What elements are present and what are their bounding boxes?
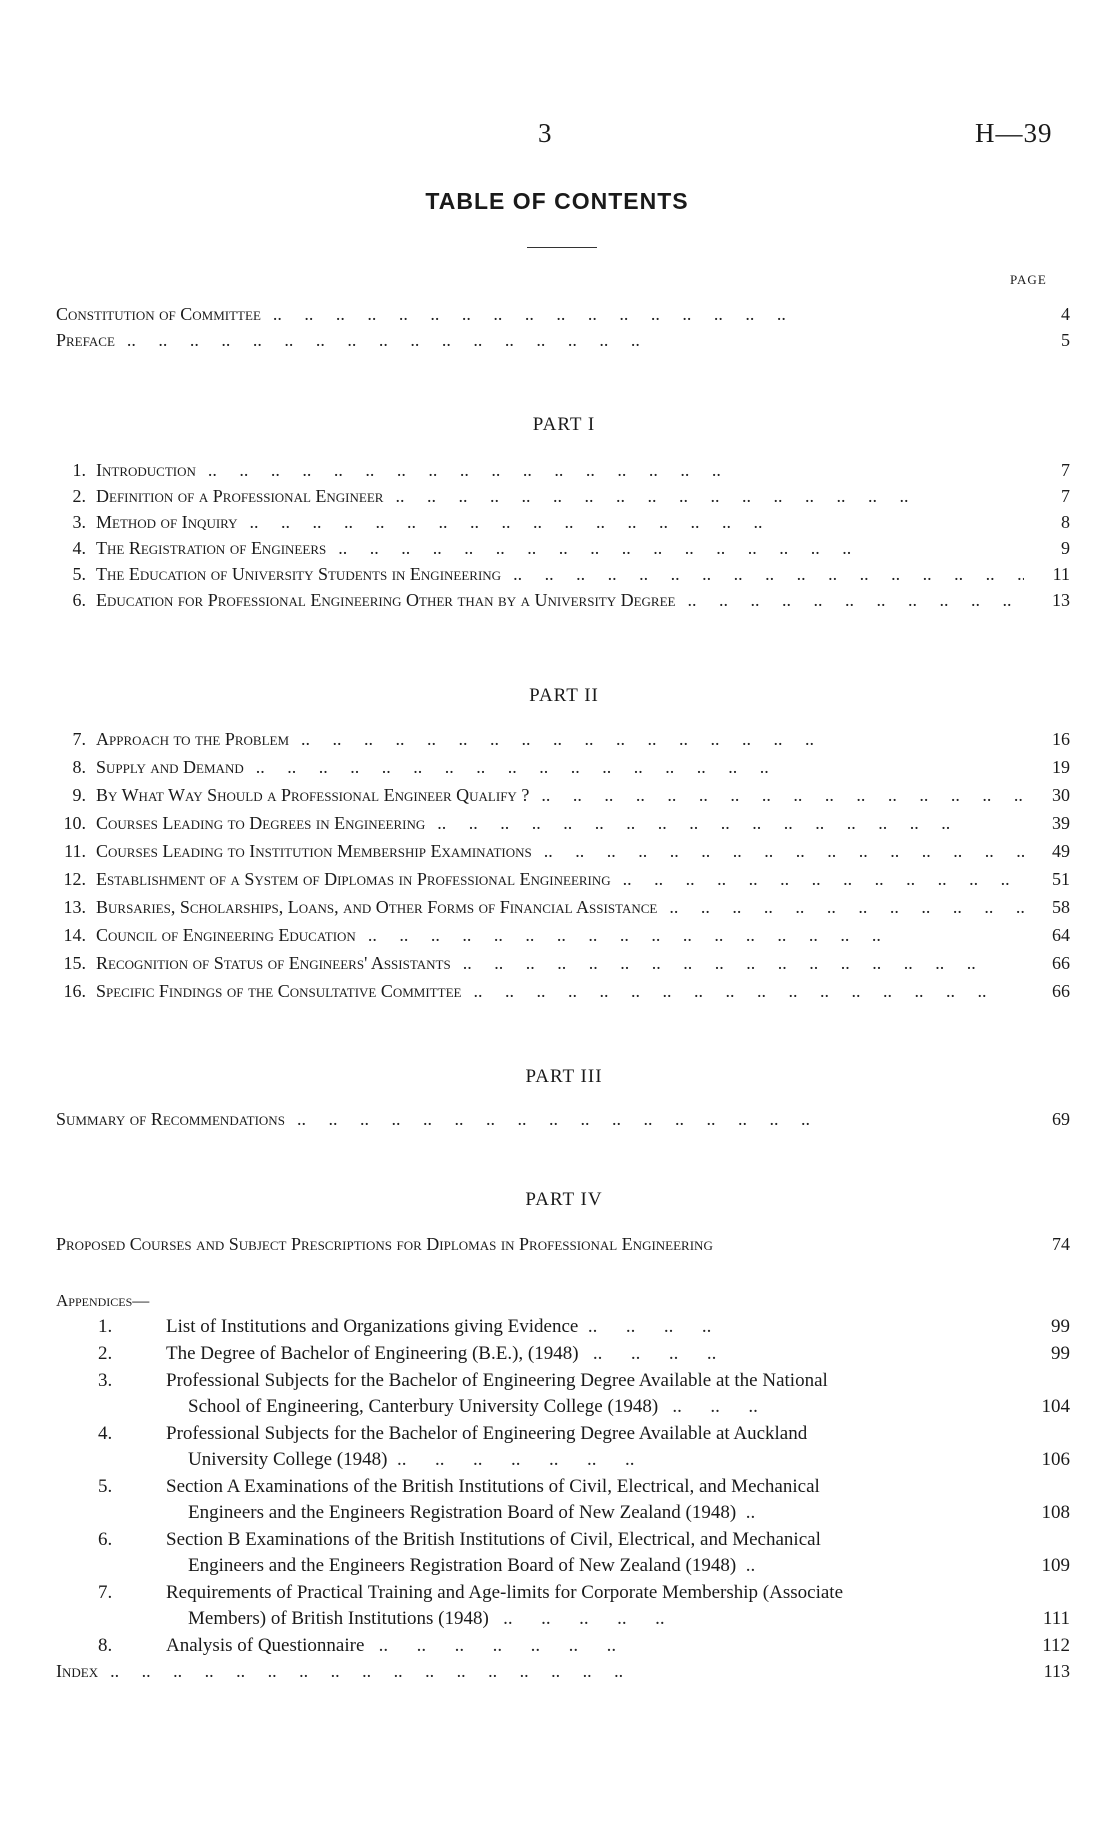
- entry-label-line2: Engineers and the Engineers Registration Board of New Zealand (1948): [188, 1555, 737, 1576]
- entry-label: The Registration of Engineers: [96, 538, 327, 558]
- entry-number: 2.: [98, 1343, 113, 1364]
- appendix-entry[interactable]: [56, 1314, 1070, 1340]
- leader-dots: [356, 925, 1024, 946]
- entry-label: Specific Findings of the Consultative Committee: [96, 981, 462, 1001]
- entry-page: 58: [1052, 897, 1070, 917]
- entry-page: 64: [1052, 925, 1070, 945]
- entry-page: 113: [1043, 1661, 1070, 1681]
- entry-page: 30: [1052, 785, 1070, 805]
- leader-dots: .. .. .. .. ..: [488, 1608, 665, 1629]
- entry-number: 6.: [72, 590, 86, 610]
- entry-number: 16.: [63, 981, 86, 1001]
- entry-number: 3.: [72, 512, 86, 532]
- toc-entry[interactable]: [56, 813, 1070, 839]
- toc-entry[interactable]: [56, 486, 1070, 512]
- entry-label: Index: [56, 1661, 99, 1681]
- entry-label: Courses Leading to Degrees in Engineering: [96, 813, 426, 833]
- leader-dots: [501, 564, 1024, 585]
- entry-number: 8.: [72, 757, 86, 777]
- toc-entry[interactable]: [56, 304, 1070, 330]
- part-heading: PART II: [529, 685, 599, 706]
- entry-page: 9: [1061, 538, 1070, 558]
- appendix-entry[interactable]: [56, 1527, 1070, 1579]
- leader-dots: [532, 841, 1024, 862]
- entry-number: 5.: [98, 1476, 113, 1497]
- entry-page: 7: [1061, 460, 1070, 480]
- entry-number: 11.: [64, 841, 86, 861]
- leader-dots: [238, 512, 1025, 533]
- entry-label: Proposed Courses and Subject Prescriptions for Diplomas in Professional Engineering: [56, 1234, 713, 1254]
- entry-page: 111: [1042, 1608, 1070, 1629]
- entry-label: Section B Examinations of the British Institutions of Civil, Electrical, and Mechanical: [166, 1529, 821, 1550]
- entry-label-line2: Members) of British Institutions (1948): [188, 1608, 489, 1629]
- leader-dots: [289, 729, 1024, 750]
- entry-page: 106: [1041, 1449, 1070, 1470]
- leader-dots: [261, 304, 1024, 325]
- toc-entry[interactable]: [56, 729, 1070, 755]
- entry-page: 112: [1042, 1635, 1070, 1656]
- toc-entry[interactable]: [56, 1234, 1070, 1260]
- toc-entry[interactable]: [56, 785, 1070, 811]
- appendices-heading: Appendices—: [56, 1291, 150, 1310]
- entry-page: 104: [1041, 1396, 1070, 1417]
- entry-label: Constitution of Committee: [56, 304, 261, 324]
- entry-label: By What Way Should a Professional Engineer Qualify ?: [96, 785, 530, 805]
- entry-page: 109: [1041, 1555, 1070, 1576]
- entry-label: Introduction: [96, 460, 196, 480]
- entry-label: The Education of University Students in Engineering: [96, 564, 502, 584]
- entry-label: Supply and Demand: [96, 757, 244, 777]
- entry-label-line2: School of Engineering, Canterbury University College (1948): [188, 1396, 659, 1417]
- title-rule: [527, 247, 597, 248]
- entry-number: 4.: [98, 1423, 113, 1444]
- page-number: 3: [538, 118, 552, 148]
- entry-number: 13.: [63, 897, 86, 917]
- entry-page: 8: [1061, 512, 1070, 532]
- entry-number: 12.: [63, 869, 86, 889]
- entry-page: 49: [1052, 841, 1070, 861]
- toc-entry[interactable]: [56, 981, 1070, 1007]
- leader-dots: .. .. .. ..: [578, 1316, 712, 1337]
- entry-page: 74: [1052, 1234, 1070, 1254]
- toc-entry[interactable]: [56, 869, 1070, 895]
- entry-label: Professional Subjects for the Bachelor of Engineering Degree Available at the National: [166, 1370, 828, 1391]
- leader-dots: [425, 813, 1024, 834]
- entry-number: 7.: [98, 1582, 113, 1603]
- leader-dots: [244, 757, 1024, 778]
- toc-entry[interactable]: [56, 512, 1070, 538]
- entry-label: The Degree of Bachelor of Engineering (B.E.), (1948): [166, 1343, 579, 1364]
- appendix-entry[interactable]: [56, 1421, 1070, 1473]
- toc-entry[interactable]: [56, 564, 1070, 590]
- leader-dots: [115, 330, 1024, 351]
- entry-number: 5.: [72, 564, 86, 584]
- entry-page: 69: [1052, 1109, 1070, 1129]
- entry-page: 66: [1052, 981, 1070, 1001]
- document-code: H—39: [975, 118, 1053, 148]
- appendix-entry[interactable]: [56, 1368, 1070, 1420]
- appendix-entry[interactable]: [56, 1633, 1070, 1659]
- entry-label: Definition of a Professional Engineer: [96, 486, 384, 506]
- entry-number: 7.: [72, 729, 86, 749]
- entry-number: 1.: [72, 460, 86, 480]
- entry-label: List of Institutions and Organizations giving Evidence: [166, 1316, 579, 1337]
- toc-entry[interactable]: [56, 590, 1070, 616]
- toc-entry[interactable]: [56, 330, 1070, 356]
- entry-number: 3.: [98, 1370, 113, 1391]
- leader-dots: [285, 1109, 1024, 1130]
- leader-dots: .. .. .. .. .. .. ..: [364, 1635, 617, 1656]
- entry-number: 15.: [63, 953, 86, 973]
- toc-entry[interactable]: [56, 897, 1070, 923]
- entry-page: 5: [1061, 330, 1070, 350]
- entry-number: 4.: [72, 538, 86, 558]
- entry-label: Establishment of a System of Diplomas in Professional Engineering: [96, 869, 611, 889]
- leader-dots: .. .. .. ..: [578, 1343, 717, 1364]
- part-heading: PART IV: [525, 1189, 603, 1210]
- leader-dots: [451, 953, 1024, 974]
- leader-dots: [383, 486, 1024, 507]
- entry-page: 4: [1061, 304, 1070, 324]
- entry-page: 66: [1052, 953, 1070, 973]
- entry-label: Method of Inquiry: [96, 512, 238, 532]
- appendix-entry[interactable]: [56, 1580, 1070, 1632]
- appendix-entry[interactable]: [56, 1341, 1070, 1367]
- leader-dots: [196, 460, 1024, 481]
- leader-dots: [529, 785, 1024, 806]
- entry-label: Bursaries, Scholarships, Loans, and Other Forms of Financial Assistance: [96, 897, 658, 917]
- entry-number: 8.: [98, 1635, 113, 1656]
- entry-number: 1.: [98, 1316, 113, 1337]
- entry-page: 19: [1052, 757, 1070, 777]
- entry-page: 16: [1052, 729, 1070, 749]
- leader-dots: ..: [736, 1502, 756, 1523]
- entry-label-line2: Engineers and the Engineers Registration Board of New Zealand (1948): [188, 1502, 737, 1523]
- toc-entry[interactable]: [56, 1109, 1070, 1135]
- leader-dots: [676, 590, 1025, 611]
- toc-entry[interactable]: [56, 538, 1070, 564]
- entry-page: 39: [1052, 813, 1070, 833]
- appendix-entry[interactable]: [56, 1474, 1070, 1526]
- entry-page: 7: [1061, 486, 1070, 506]
- leader-dots: [326, 538, 1024, 559]
- entry-page: 108: [1041, 1502, 1070, 1523]
- entry-label: Professional Subjects for the Bachelor of Engineering Degree Available at Auckland: [166, 1423, 808, 1444]
- entry-label: Section A Examinations of the British Institutions of Civil, Electrical, and Mechanical: [166, 1476, 820, 1497]
- leader-dots: ..: [736, 1555, 756, 1576]
- leader-dots: [461, 981, 1024, 1002]
- entry-label: Analysis of Questionnaire: [166, 1635, 365, 1656]
- toc-entry[interactable]: [56, 841, 1070, 867]
- entry-number: 9.: [72, 785, 86, 805]
- entry-label: Approach to the Problem: [96, 729, 290, 749]
- part-heading: PART I: [532, 414, 596, 435]
- entry-label: Education for Professional Engineering Other than by a University Degree: [96, 590, 676, 610]
- page-column-label: PAGE: [1010, 272, 1047, 287]
- entry-page: 13: [1052, 590, 1070, 610]
- entry-page: 99: [1051, 1316, 1070, 1337]
- toc-entry[interactable]: [56, 925, 1070, 951]
- leader-dots: [657, 897, 1024, 918]
- part-heading: PART III: [525, 1066, 603, 1087]
- entry-label: Summary of Recommendations: [56, 1109, 285, 1129]
- entry-number: 6.: [98, 1529, 113, 1550]
- entry-label: Preface: [56, 330, 115, 350]
- leader-dots: .. .. .. .. .. .. ..: [387, 1449, 635, 1470]
- toc-entry[interactable]: [56, 460, 1070, 486]
- entry-number: 2.: [72, 486, 86, 506]
- toc-entry[interactable]: [56, 757, 1070, 783]
- leader-dots: .. .. ..: [658, 1396, 758, 1417]
- entry-page: 51: [1052, 869, 1070, 889]
- entry-label: Requirements of Practical Training and Age-limits for Corporate Membership (Associate: [166, 1582, 843, 1603]
- entry-number: 10.: [63, 813, 86, 833]
- entry-label-line2: University College (1948): [188, 1449, 388, 1470]
- page-title: TABLE OF CONTENTS: [425, 188, 689, 214]
- toc-entry-index[interactable]: [56, 1661, 1070, 1687]
- entry-number: 14.: [63, 925, 86, 945]
- leader-dots: [611, 869, 1024, 890]
- entry-page: 11: [1052, 564, 1070, 584]
- entry-page: 99: [1051, 1343, 1070, 1364]
- entry-label: Recognition of Status of Engineers' Assistants: [96, 953, 451, 973]
- toc-entry[interactable]: [56, 953, 1070, 979]
- entry-label: Council of Engineering Education: [96, 925, 356, 945]
- entry-label: Courses Leading to Institution Membership Examinations: [96, 841, 532, 861]
- leader-dots: [98, 1661, 1024, 1682]
